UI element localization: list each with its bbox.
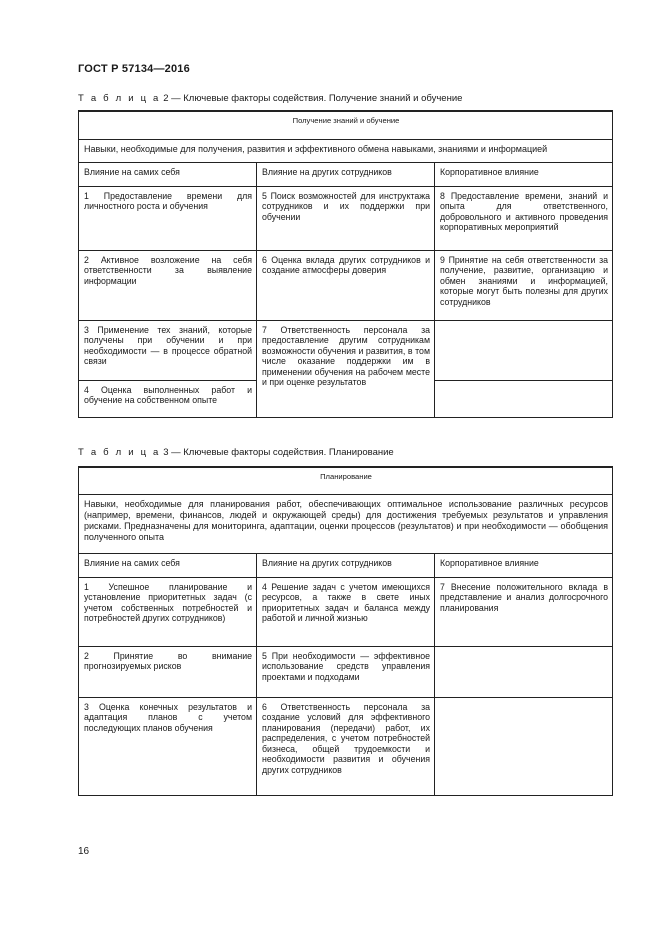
table3-cell: 1 Успешное планирование и установление приоритетных задач (с учетом собственных потребностей и потребностей других сотрудников)	[79, 577, 257, 646]
table2-empty-cell	[435, 380, 613, 417]
table2-caption	[78, 93, 462, 104]
table3-description: Навыки, необходимые для планирования работ, обеспечивающих оптимальное использование различных ресурсов (например, времени, финансов, людей и окружающей среды) для достижения требуемых результатов и управления рисками. Предназначены для мониторинга, адаптации, оценки процессов (результатов) и при необходимости — обобщения полученного опыта	[79, 494, 613, 553]
table2-cell: 9 Принятие на себя ответственности за получение, развитие, организацию и обмен знаниями и информацией, которые могут быть полезны для других сотрудников	[435, 250, 613, 320]
table2-col-corporate: Корпоративное влияние	[435, 162, 613, 186]
table3-cell: 4 Решение задач с учетом имеющихся ресурсов, а также в свете иных приоритетных задач и баланса между работой и личной жизнью	[257, 577, 435, 646]
table2-caption-label: Т а б л и ц а	[78, 93, 161, 104]
table2-cell: 6 Оценка вклада других сотрудников и создание атмосферы доверия	[257, 250, 435, 320]
table2-cell: 5 Поиск возможностей для инструктажа сотрудников и их поддержки при обучении	[257, 186, 435, 250]
table2-cell: 3 Применение тех знаний, которые получены при обучении и при необходимости — в процессе обратной связи	[79, 320, 257, 380]
table3-empty-cell	[435, 697, 613, 795]
table3-caption-text: 3 — Ключевые факторы содействия. Планирование	[163, 447, 394, 458]
table3-cell: 3 Оценка конечных результатов и адаптация планов с учетом последующих планов обучения	[79, 697, 257, 795]
table2-caption-text: 2 — Ключевые факторы содействия. Получение знаний и обучение	[163, 93, 463, 104]
table3-caption	[78, 447, 394, 458]
table3-col-others: Влияние на других сотрудников	[257, 553, 435, 577]
table3-empty-cell	[435, 646, 613, 697]
table2-cell: 8 Предоставление времени, знаний и опыта для ответственного, добровольного и активного проведения корпоративных мероприятий	[435, 186, 613, 250]
table3-cell: 7 Внесение положительного вклада в представление и анализ долгосрочного планирования	[435, 577, 613, 646]
page-number: 16	[78, 846, 90, 857]
table3-cell: 6 Ответственность персонала за создание условий для эффективного планирования (передачи) работ, их распределения, с учетом потребностей бизнеса, общей трудоемкости и необходимости развития и обучения других сотрудников	[257, 697, 435, 795]
table3-caption-label: Т а б л и ц а	[78, 447, 161, 458]
table3-col-corporate: Корпоративное влияние	[435, 553, 613, 577]
table2-empty-cell	[435, 320, 613, 380]
table2-cell: 1 Предоставление времени для личностного роста и обучения	[79, 186, 257, 250]
table3-cell: 5 При необходимости — эффективное использование средств управления проектами и подходами	[257, 646, 435, 697]
table2-col-others: Влияние на других сотрудников	[257, 162, 435, 186]
table2-col-self: Влияние на самих себя	[79, 162, 257, 186]
table3-col-self: Влияние на самих себя	[79, 553, 257, 577]
table2-cell: 2 Активное возложение на себя ответственности за выявление информации	[79, 250, 257, 320]
document-header: ГОСТ Р 57134—2016	[78, 63, 190, 75]
table2	[78, 110, 613, 418]
table2-description: Навыки, необходимые для получения, развития и эффективного обмена навыками, знаниями и информацией	[79, 139, 613, 162]
table3-title: Планирование	[79, 467, 613, 494]
table2-title: Получение знаний и обучение	[79, 111, 613, 139]
table2-cell: 7 Ответственность персонала за предоставление другим сотрудникам возможности обучения и развития, в том числе оказание поддержки им в применении обучения на рабочем месте и при оценке результатов	[257, 320, 435, 417]
table2-cell: 4 Оценка выполненных работ и обучение на собственном опыте	[79, 380, 257, 417]
table3	[78, 466, 613, 796]
table3-cell: 2 Принятие во внимание прогнозируемых рисков	[79, 646, 257, 697]
